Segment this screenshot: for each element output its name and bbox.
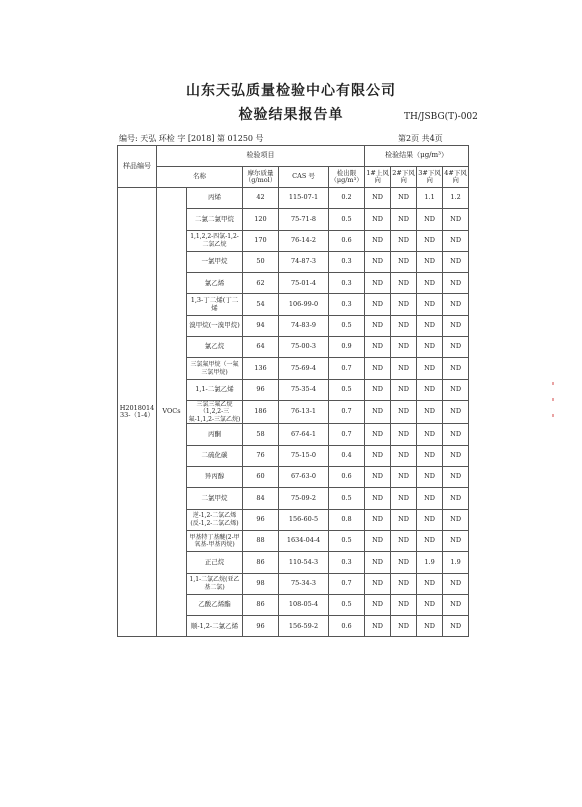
molar-mass-cell: 76 bbox=[243, 445, 279, 466]
point-3-cell: ND bbox=[417, 594, 443, 615]
name-cell: 逆-1,2-二氯乙烯(反-1,2-二氯乙烯) bbox=[187, 509, 243, 530]
header-molar-mass: 摩尔质量（g/mol） bbox=[243, 167, 279, 188]
molar-mass-cell: 186 bbox=[243, 400, 279, 424]
page-number: 第2页 共4页 bbox=[398, 134, 443, 143]
header-row-2 bbox=[118, 167, 469, 188]
point-2-cell: ND bbox=[391, 467, 417, 488]
point-4-cell: ND bbox=[443, 294, 469, 315]
point-2-cell: ND bbox=[391, 337, 417, 358]
molar-mass-cell: 120 bbox=[243, 209, 279, 230]
point-2-cell: ND bbox=[391, 230, 417, 251]
point-2-cell: ND bbox=[391, 273, 417, 294]
point-2-cell: ND bbox=[391, 509, 417, 530]
point-3-cell: ND bbox=[417, 445, 443, 466]
cas-cell: 75-35-4 bbox=[279, 379, 329, 400]
point-3-cell: ND bbox=[417, 573, 443, 594]
point-4-cell: ND bbox=[443, 445, 469, 466]
sample-number-cell: H2018014 33-（1-4） bbox=[118, 188, 157, 637]
point-3-cell: ND bbox=[417, 273, 443, 294]
molar-mass-cell: 86 bbox=[243, 552, 279, 573]
point-4-cell: ND bbox=[443, 509, 469, 530]
point-1-cell: ND bbox=[365, 188, 391, 209]
point-1-cell: ND bbox=[365, 552, 391, 573]
header-results: 检验结果（μg/m³） bbox=[365, 146, 469, 167]
point-4-cell: ND bbox=[443, 209, 469, 230]
detection-limit-cell: 0.5 bbox=[329, 379, 365, 400]
cas-cell: 76-13-1 bbox=[279, 400, 329, 424]
point-3-cell: ND bbox=[417, 400, 443, 424]
name-cell: 异丙醇 bbox=[187, 467, 243, 488]
point-3-cell: ND bbox=[417, 230, 443, 251]
point-4-cell: ND bbox=[443, 530, 469, 551]
detection-limit-cell: 0.3 bbox=[329, 552, 365, 573]
report-serial-number: 编号: 天弘 环检 字 [2018] 第 01250 号 bbox=[119, 134, 264, 143]
point-2-cell: ND bbox=[391, 358, 417, 379]
detection-limit-cell: 0.5 bbox=[329, 488, 365, 509]
document-code: TH/JSBG(T)-002 bbox=[404, 112, 478, 122]
cas-cell: 106-99-0 bbox=[279, 294, 329, 315]
header-cas: CAS 号 bbox=[279, 167, 329, 188]
point-3-cell: ND bbox=[417, 488, 443, 509]
detection-limit-cell: 0.8 bbox=[329, 509, 365, 530]
name-cell: 1,1-二氯乙烯 bbox=[187, 379, 243, 400]
cas-cell: 75-09-2 bbox=[279, 488, 329, 509]
detection-limit-cell: 0.7 bbox=[329, 573, 365, 594]
point-1-cell: ND bbox=[365, 424, 391, 445]
point-3-cell: ND bbox=[417, 616, 443, 637]
name-cell: 1,3-丁二烯(丁二烯 bbox=[187, 294, 243, 315]
point-4-cell: ND bbox=[443, 400, 469, 424]
cas-cell: 67-63-0 bbox=[279, 467, 329, 488]
point-2-cell: ND bbox=[391, 209, 417, 230]
point-4-cell: ND bbox=[443, 337, 469, 358]
detection-limit-cell: 0.7 bbox=[329, 358, 365, 379]
name-cell: 三氯三氟乙烷（1,2,2-三氟-1,1,2-三氯乙烷) bbox=[187, 400, 243, 424]
name-cell: 甲基特丁基醚(2-甲氧基-甲基丙烷) bbox=[187, 530, 243, 551]
molar-mass-cell: 98 bbox=[243, 573, 279, 594]
name-cell: 溴甲烷(一溴甲烷) bbox=[187, 315, 243, 336]
point-3-cell: ND bbox=[417, 337, 443, 358]
point-3-cell: 1.1 bbox=[417, 188, 443, 209]
cas-cell: 75-15-0 bbox=[279, 445, 329, 466]
name-cell: 1,1-二氯乙烷(亚乙基二氯) bbox=[187, 573, 243, 594]
point-1-cell: ND bbox=[365, 488, 391, 509]
name-cell: 氯乙烯 bbox=[187, 273, 243, 294]
point-1-cell: ND bbox=[365, 594, 391, 615]
name-cell: 1,1,2,2-四氯-1,2-二氯乙烷 bbox=[187, 230, 243, 251]
detection-limit-cell: 0.6 bbox=[329, 230, 365, 251]
red-stamp-mark bbox=[552, 382, 554, 385]
point-4-cell: ND bbox=[443, 230, 469, 251]
point-2-cell: ND bbox=[391, 188, 417, 209]
point-2-cell: ND bbox=[391, 552, 417, 573]
name-cell: 丙烯 bbox=[187, 188, 243, 209]
detection-limit-cell: 0.5 bbox=[329, 594, 365, 615]
cas-cell: 110-54-3 bbox=[279, 552, 329, 573]
point-3-cell: ND bbox=[417, 315, 443, 336]
cas-cell: 67-64-1 bbox=[279, 424, 329, 445]
point-3-cell: ND bbox=[417, 251, 443, 272]
name-cell: 氯乙烷 bbox=[187, 337, 243, 358]
cas-cell: 108-05-4 bbox=[279, 594, 329, 615]
molar-mass-cell: 84 bbox=[243, 488, 279, 509]
point-2-cell: ND bbox=[391, 594, 417, 615]
molar-mass-cell: 42 bbox=[243, 188, 279, 209]
point-2-cell: ND bbox=[391, 315, 417, 336]
point-3-cell: 1.9 bbox=[417, 552, 443, 573]
point-4-cell: ND bbox=[443, 251, 469, 272]
header-point-3: 3#下风向 bbox=[417, 167, 443, 188]
point-1-cell: ND bbox=[365, 273, 391, 294]
detection-limit-cell: 0.9 bbox=[329, 337, 365, 358]
point-2-cell: ND bbox=[391, 530, 417, 551]
point-4-cell: ND bbox=[443, 315, 469, 336]
name-cell: 二硫化碳 bbox=[187, 445, 243, 466]
point-3-cell: ND bbox=[417, 358, 443, 379]
cas-cell: 74-87-3 bbox=[279, 251, 329, 272]
point-3-cell: ND bbox=[417, 424, 443, 445]
header-name: 名称 bbox=[157, 167, 243, 188]
molar-mass-cell: 62 bbox=[243, 273, 279, 294]
organization-name: 山东天弘质量检验中心有限公司 bbox=[186, 83, 396, 99]
point-1-cell: ND bbox=[365, 616, 391, 637]
point-4-cell: ND bbox=[443, 488, 469, 509]
red-stamp-mark bbox=[552, 414, 554, 417]
results-table bbox=[117, 145, 469, 637]
point-4-cell: ND bbox=[443, 594, 469, 615]
point-4-cell: ND bbox=[443, 616, 469, 637]
point-1-cell: ND bbox=[365, 530, 391, 551]
table-row bbox=[118, 188, 469, 209]
molar-mass-cell: 54 bbox=[243, 294, 279, 315]
point-3-cell: ND bbox=[417, 294, 443, 315]
point-4-cell: 1.9 bbox=[443, 552, 469, 573]
point-1-cell: ND bbox=[365, 573, 391, 594]
name-cell: 顺-1,2-二氯乙烯 bbox=[187, 616, 243, 637]
point-3-cell: ND bbox=[417, 530, 443, 551]
detection-limit-cell: 0.3 bbox=[329, 294, 365, 315]
cas-cell: 75-69-4 bbox=[279, 358, 329, 379]
header-detection-limit: 检出限（μg/m³） bbox=[329, 167, 365, 188]
point-3-cell: ND bbox=[417, 467, 443, 488]
molar-mass-cell: 88 bbox=[243, 530, 279, 551]
category-cell: VOCs bbox=[157, 188, 187, 637]
point-1-cell: ND bbox=[365, 358, 391, 379]
point-1-cell: ND bbox=[365, 467, 391, 488]
cas-cell: 115-07-1 bbox=[279, 188, 329, 209]
point-1-cell: ND bbox=[365, 379, 391, 400]
red-stamp-mark bbox=[552, 398, 554, 401]
detection-limit-cell: 0.3 bbox=[329, 251, 365, 272]
point-1-cell: ND bbox=[365, 209, 391, 230]
point-4-cell: ND bbox=[443, 573, 469, 594]
point-4-cell: ND bbox=[443, 424, 469, 445]
point-1-cell: ND bbox=[365, 509, 391, 530]
molar-mass-cell: 96 bbox=[243, 616, 279, 637]
point-4-cell: ND bbox=[443, 379, 469, 400]
name-cell: 二氯甲烷 bbox=[187, 488, 243, 509]
point-2-cell: ND bbox=[391, 573, 417, 594]
cas-cell: 156-60-5 bbox=[279, 509, 329, 530]
report-title: 检验结果报告单 bbox=[238, 107, 344, 123]
name-cell: 一氯甲烷 bbox=[187, 251, 243, 272]
cas-cell: 1634-04-4 bbox=[279, 530, 329, 551]
cas-cell: 74-83-9 bbox=[279, 315, 329, 336]
detection-limit-cell: 0.5 bbox=[329, 209, 365, 230]
header-point-1: 1#上风向 bbox=[365, 167, 391, 188]
cas-cell: 76-14-2 bbox=[279, 230, 329, 251]
point-4-cell: ND bbox=[443, 358, 469, 379]
molar-mass-cell: 96 bbox=[243, 509, 279, 530]
point-4-cell: 1.2 bbox=[443, 188, 469, 209]
name-cell: 正己烷 bbox=[187, 552, 243, 573]
cas-cell: 156-59-2 bbox=[279, 616, 329, 637]
point-1-cell: ND bbox=[365, 315, 391, 336]
point-4-cell: ND bbox=[443, 467, 469, 488]
point-1-cell: ND bbox=[365, 230, 391, 251]
point-2-cell: ND bbox=[391, 488, 417, 509]
molar-mass-cell: 94 bbox=[243, 315, 279, 336]
molar-mass-cell: 136 bbox=[243, 358, 279, 379]
cas-cell: 75-34-3 bbox=[279, 573, 329, 594]
detection-limit-cell: 0.7 bbox=[329, 424, 365, 445]
molar-mass-cell: 64 bbox=[243, 337, 279, 358]
detection-limit-cell: 0.6 bbox=[329, 467, 365, 488]
point-2-cell: ND bbox=[391, 616, 417, 637]
name-cell: 丙酮 bbox=[187, 424, 243, 445]
name-cell: 二氯二氯甲烷 bbox=[187, 209, 243, 230]
detection-limit-cell: 0.6 bbox=[329, 616, 365, 637]
molar-mass-cell: 60 bbox=[243, 467, 279, 488]
header-sample-no: 样品编号 bbox=[118, 146, 157, 188]
detection-limit-cell: 0.5 bbox=[329, 530, 365, 551]
point-1-cell: ND bbox=[365, 337, 391, 358]
molar-mass-cell: 170 bbox=[243, 230, 279, 251]
point-2-cell: ND bbox=[391, 400, 417, 424]
detection-limit-cell: 0.4 bbox=[329, 445, 365, 466]
molar-mass-cell: 96 bbox=[243, 379, 279, 400]
point-1-cell: ND bbox=[365, 400, 391, 424]
point-3-cell: ND bbox=[417, 379, 443, 400]
cas-cell: 75-01-4 bbox=[279, 273, 329, 294]
point-1-cell: ND bbox=[365, 251, 391, 272]
point-4-cell: ND bbox=[443, 273, 469, 294]
detection-limit-cell: 0.7 bbox=[329, 400, 365, 424]
cas-cell: 75-00-3 bbox=[279, 337, 329, 358]
detection-limit-cell: 0.3 bbox=[329, 273, 365, 294]
molar-mass-cell: 86 bbox=[243, 594, 279, 615]
point-2-cell: ND bbox=[391, 445, 417, 466]
name-cell: 乙酸乙烯酯 bbox=[187, 594, 243, 615]
point-1-cell: ND bbox=[365, 294, 391, 315]
molar-mass-cell: 50 bbox=[243, 251, 279, 272]
detection-limit-cell: 0.2 bbox=[329, 188, 365, 209]
name-cell: 三氯氟甲烷（一氟三氯甲烷) bbox=[187, 358, 243, 379]
molar-mass-cell: 58 bbox=[243, 424, 279, 445]
point-2-cell: ND bbox=[391, 424, 417, 445]
point-2-cell: ND bbox=[391, 251, 417, 272]
header-row-1 bbox=[118, 146, 469, 167]
point-3-cell: ND bbox=[417, 509, 443, 530]
header-point-2: 2#下风向 bbox=[391, 167, 417, 188]
header-point-4: 4#下风向 bbox=[443, 167, 469, 188]
point-2-cell: ND bbox=[391, 294, 417, 315]
detection-limit-cell: 0.5 bbox=[329, 315, 365, 336]
point-2-cell: ND bbox=[391, 379, 417, 400]
cas-cell: 75-71-8 bbox=[279, 209, 329, 230]
point-3-cell: ND bbox=[417, 209, 443, 230]
point-1-cell: ND bbox=[365, 445, 391, 466]
header-items: 检验项目 bbox=[157, 146, 365, 167]
